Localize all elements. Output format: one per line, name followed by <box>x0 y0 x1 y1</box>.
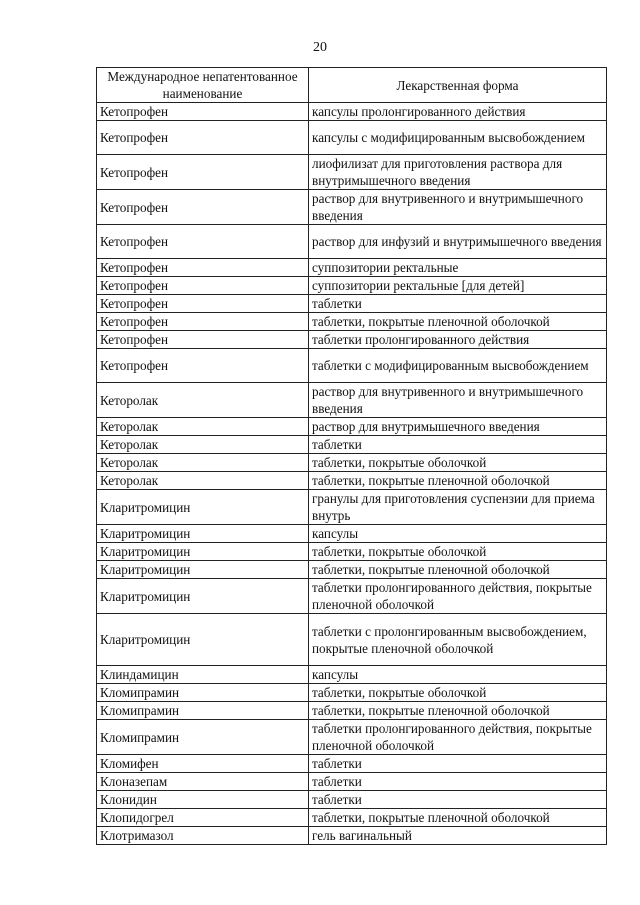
dosage-form-cell: раствор для внутривенного и внутримышечного введения <box>309 383 607 418</box>
inn-cell: Кломипрамин <box>97 702 309 720</box>
inn-cell: Кломипрамин <box>97 684 309 702</box>
dosage-form-cell: таблетки, покрытые оболочкой <box>309 454 607 472</box>
inn-cell: Кетопрофен <box>97 155 309 190</box>
dosage-form-cell: раствор для инфузий и внутримышечного введения <box>309 225 607 259</box>
dosage-form-cell: капсулы пролонгированного действия <box>309 103 607 121</box>
dosage-form-cell: таблетки <box>309 791 607 809</box>
inn-cell: Кларитромицин <box>97 561 309 579</box>
dosage-form-cell: таблетки пролонгированного действия <box>309 331 607 349</box>
table-row <box>97 543 607 561</box>
dosage-form-cell: раствор для внутривенного и внутримышечного введения <box>309 190 607 225</box>
dosage-form-cell: таблетки, покрытые пленочной оболочкой <box>309 472 607 490</box>
dosage-form-cell: таблетки, покрытые пленочной оболочкой <box>309 313 607 331</box>
page-number: 20 <box>313 40 327 55</box>
table-row <box>97 525 607 543</box>
inn-cell: Кларитромицин <box>97 614 309 666</box>
table-row <box>97 614 607 666</box>
dosage-form-cell: гель вагинальный <box>309 827 607 845</box>
dosage-form-cell: таблетки пролонгированного действия, покрытые пленочной оболочкой <box>309 579 607 614</box>
table-body <box>97 103 607 845</box>
inn-cell: Кеторолак <box>97 383 309 418</box>
dosage-form-cell: таблетки с пролонгированным высвобождением, покрытые пленочной оболочкой <box>309 614 607 666</box>
header-dosage-form: Лекарственная форма <box>309 68 607 103</box>
inn-cell: Кеторолак <box>97 418 309 436</box>
dosage-form-cell: таблетки, покрытые пленочной оболочкой <box>309 809 607 827</box>
inn-cell: Кломипрамин <box>97 720 309 755</box>
table-row <box>97 809 607 827</box>
table-row <box>97 313 607 331</box>
inn-cell: Кетопрофен <box>97 190 309 225</box>
inn-cell: Клиндамицин <box>97 666 309 684</box>
table-row <box>97 349 607 383</box>
inn-cell: Кломифен <box>97 755 309 773</box>
inn-cell: Кеторолак <box>97 472 309 490</box>
inn-cell: Клоназепам <box>97 773 309 791</box>
table-row <box>97 684 607 702</box>
table-row <box>97 121 607 155</box>
inn-cell: Кетопрофен <box>97 225 309 259</box>
table-row <box>97 791 607 809</box>
table-row <box>97 490 607 525</box>
table-row <box>97 720 607 755</box>
dosage-form-cell: гранулы для приготовления суспензии для приема внутрь <box>309 490 607 525</box>
table-header-row <box>97 68 607 103</box>
table-row <box>97 454 607 472</box>
table-row <box>97 418 607 436</box>
header-inn: Международное непатентованное наименование <box>97 68 309 103</box>
inn-cell: Кларитромицин <box>97 543 309 561</box>
inn-cell: Кларитромицин <box>97 579 309 614</box>
dosage-form-cell: таблетки, покрытые пленочной оболочкой <box>309 702 607 720</box>
table-row <box>97 666 607 684</box>
inn-cell: Кетопрофен <box>97 277 309 295</box>
table-row <box>97 773 607 791</box>
dosage-form-cell: таблетки, покрытые оболочкой <box>309 543 607 561</box>
inn-cell: Кетопрофен <box>97 103 309 121</box>
inn-cell: Кеторолак <box>97 454 309 472</box>
inn-cell: Клотримазол <box>97 827 309 845</box>
table-row <box>97 155 607 190</box>
inn-cell: Кеторолак <box>97 436 309 454</box>
table-row <box>97 295 607 313</box>
table-row <box>97 190 607 225</box>
table-row <box>97 331 607 349</box>
dosage-form-cell: таблетки <box>309 773 607 791</box>
dosage-form-cell: таблетки <box>309 436 607 454</box>
dosage-form-cell: таблетки, покрытые пленочной оболочкой <box>309 561 607 579</box>
inn-cell: Кетопрофен <box>97 121 309 155</box>
table-row <box>97 472 607 490</box>
inn-cell: Кларитромицин <box>97 490 309 525</box>
inn-cell: Кетопрофен <box>97 295 309 313</box>
table-row <box>97 561 607 579</box>
table-row <box>97 827 607 845</box>
dosage-form-cell: таблетки пролонгированного действия, покрытые пленочной оболочкой <box>309 720 607 755</box>
dosage-form-cell: капсулы с модифицированным высвобождением <box>309 121 607 155</box>
dosage-form-cell: лиофилизат для приготовления раствора для внутримышечного введения <box>309 155 607 190</box>
dosage-form-cell: раствор для внутримышечного введения <box>309 418 607 436</box>
inn-cell: Кларитромицин <box>97 525 309 543</box>
dosage-form-cell: таблетки <box>309 295 607 313</box>
dosage-form-cell: капсулы <box>309 666 607 684</box>
inn-cell: Кетопрофен <box>97 349 309 383</box>
dosage-form-cell: суппозитории ректальные <box>309 259 607 277</box>
dosage-form-cell: таблетки <box>309 755 607 773</box>
table-row <box>97 579 607 614</box>
dosage-form-cell: таблетки, покрытые оболочкой <box>309 684 607 702</box>
dosage-form-cell: капсулы <box>309 525 607 543</box>
inn-cell: Клонидин <box>97 791 309 809</box>
inn-cell: Клопидогрел <box>97 809 309 827</box>
dosage-form-cell: таблетки с модифицированным высвобождением <box>309 349 607 383</box>
table-row <box>97 103 607 121</box>
inn-cell: Кетопрофен <box>97 313 309 331</box>
dosage-form-cell: суппозитории ректальные [для детей] <box>309 277 607 295</box>
table-row <box>97 436 607 454</box>
table-row <box>97 702 607 720</box>
table-row <box>97 755 607 773</box>
table-row <box>97 277 607 295</box>
drug-forms-table <box>96 67 607 845</box>
inn-cell: Кетопрофен <box>97 259 309 277</box>
table-row <box>97 383 607 418</box>
table-row <box>97 259 607 277</box>
table-row <box>97 225 607 259</box>
inn-cell: Кетопрофен <box>97 331 309 349</box>
